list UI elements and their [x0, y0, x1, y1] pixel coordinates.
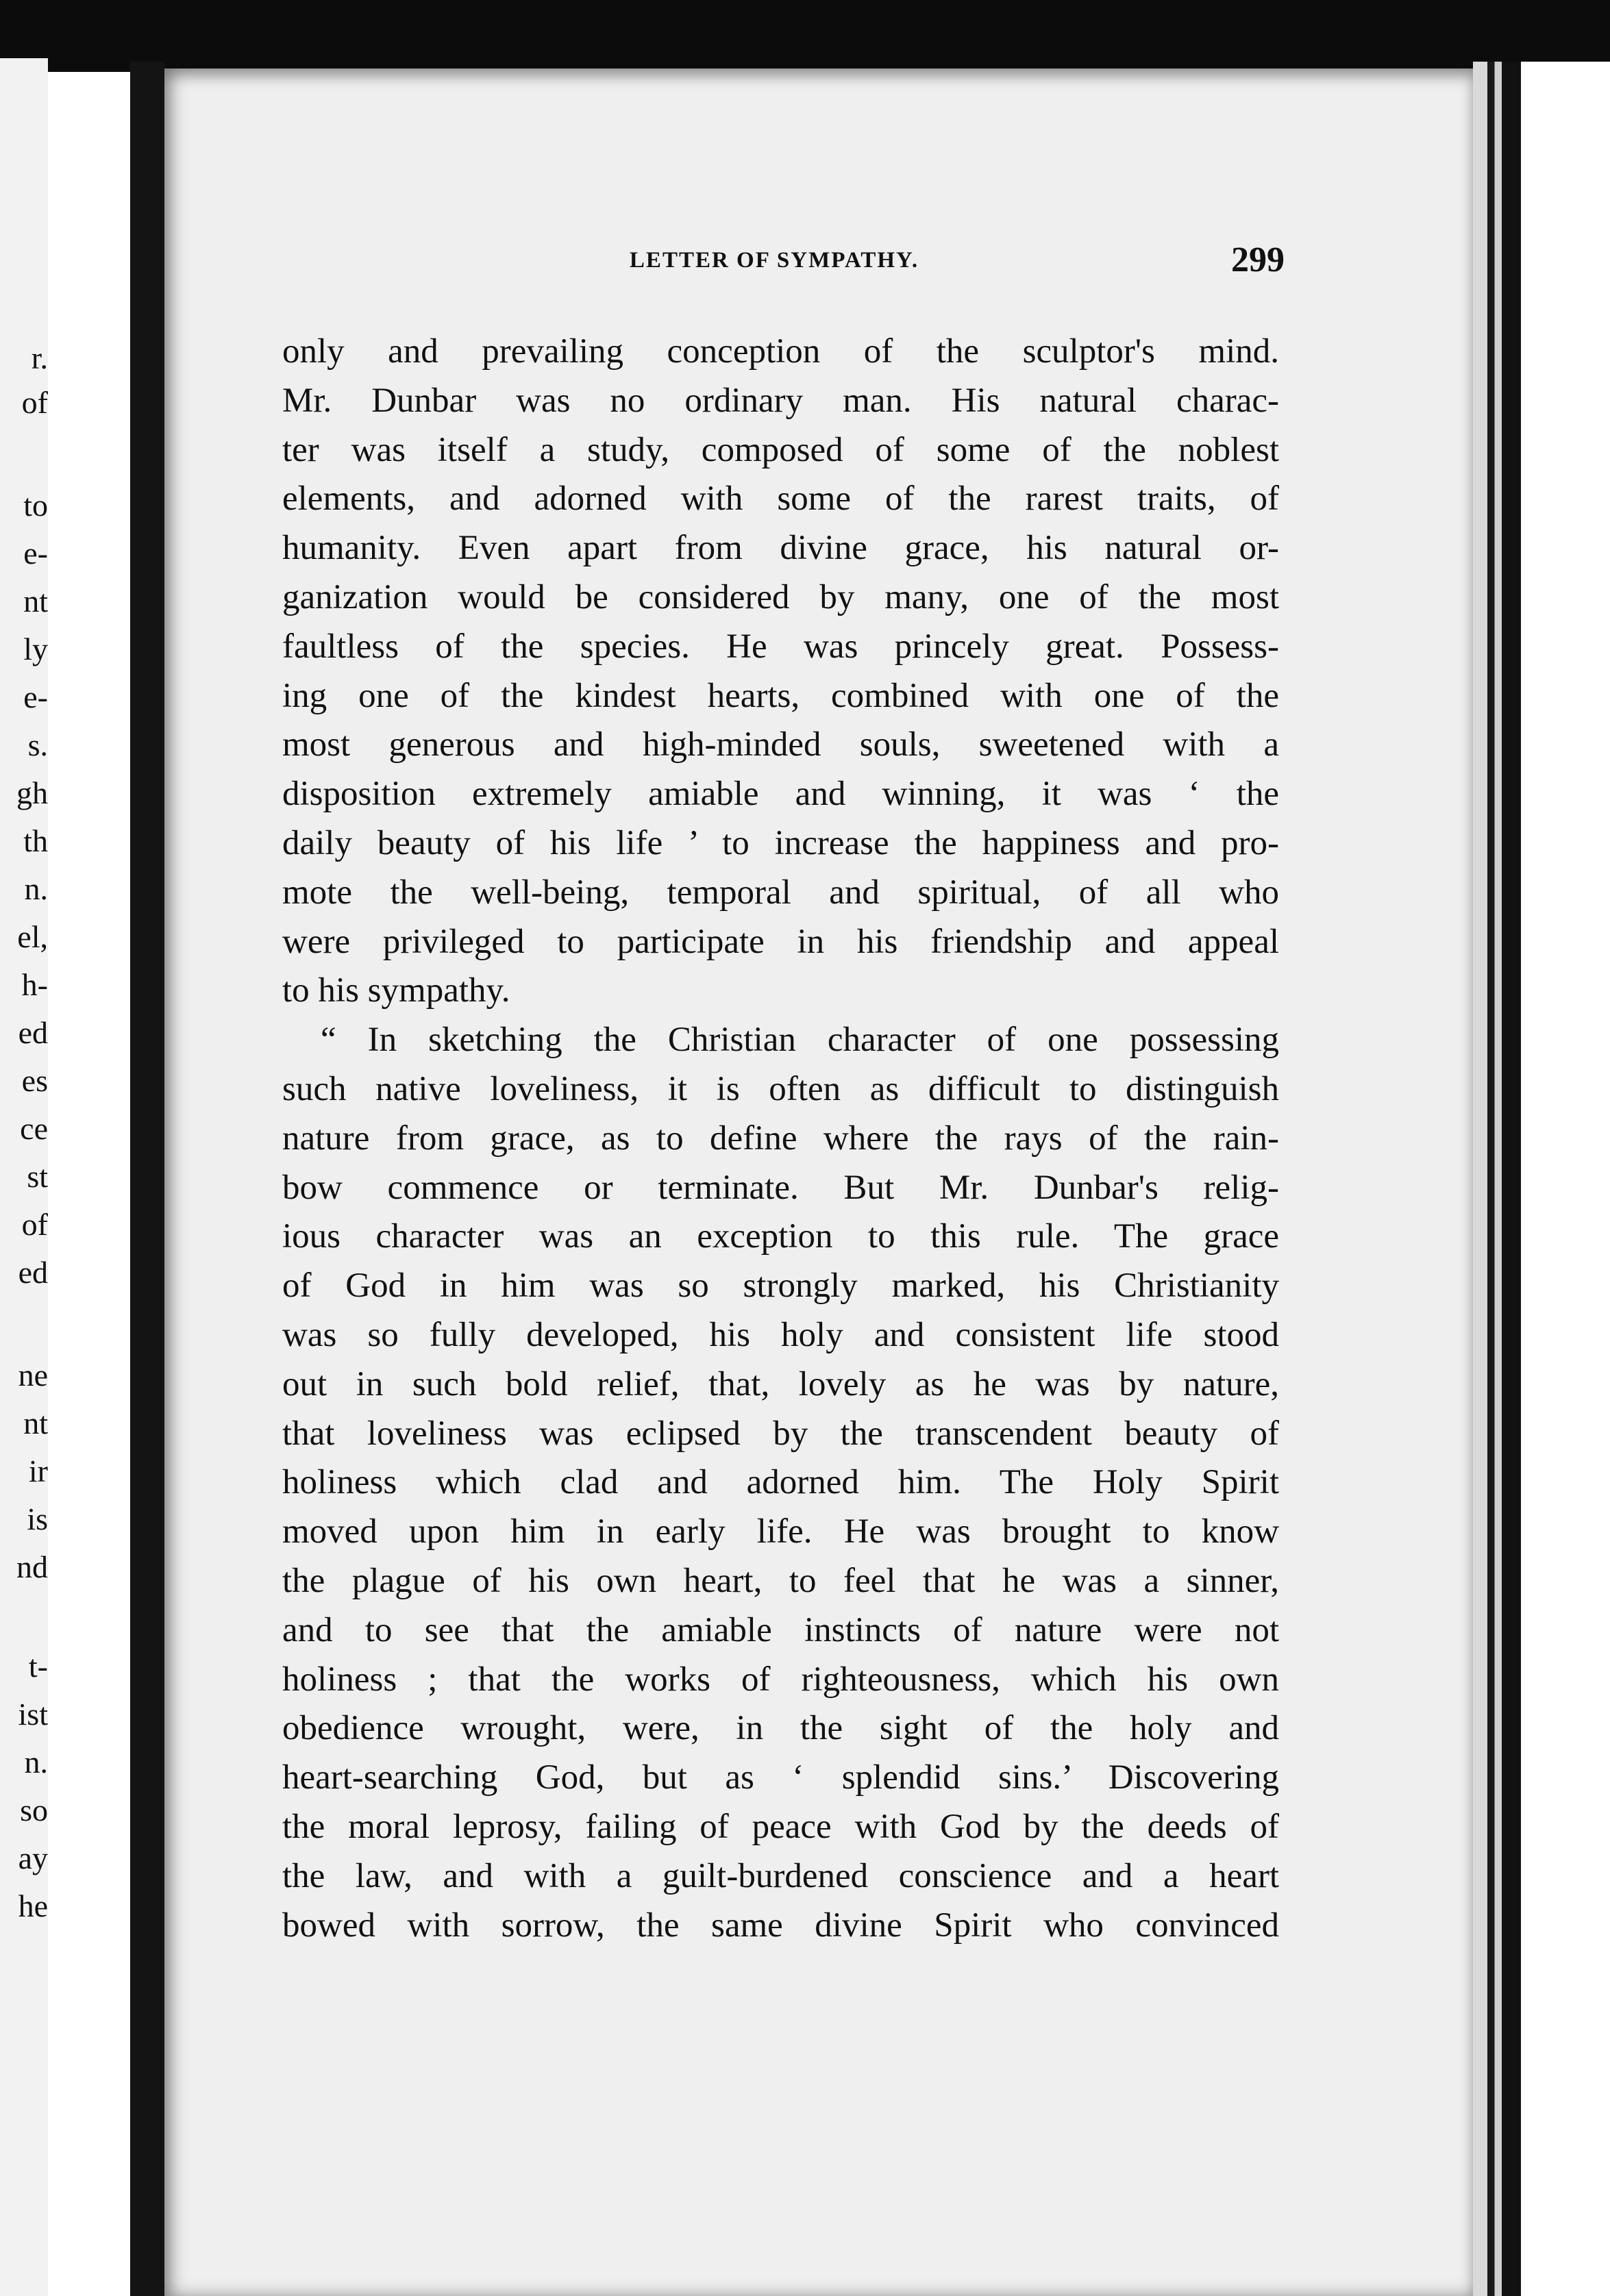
text-line: holiness which clad and adorned him. The Holy Spirit — [282, 1463, 1279, 1502]
text-line: disposition extremely amiable and winning, it was ‘ the — [282, 775, 1279, 814]
facing-page-fragment: ne — [18, 1358, 48, 1393]
facing-page-fragment: ist — [18, 1697, 48, 1732]
text-line: humanity. Even apart from divine grace, his natural or- — [282, 529, 1279, 568]
running-header: LETTER OF SYMPATHY. — [629, 248, 919, 273]
facing-page-fragment: es — [21, 1063, 48, 1098]
body-text — [282, 327, 1279, 1950]
scan-margin-right — [1521, 62, 1610, 2296]
text-line: out in such bold relief, that, lovely as he was by nature, — [282, 1364, 1279, 1403]
facing-page-fragment: to — [23, 488, 48, 523]
facing-page-fragment: e- — [23, 536, 48, 571]
facing-page-fragment: nt — [23, 1406, 48, 1440]
text-line: Mr. Dunbar was no ordinary man. His natural charac- — [282, 381, 1279, 420]
text-line: heart-searching God, but as ‘ splendid sins.’ Discovering — [282, 1758, 1279, 1797]
facing-page-fragment: ir — [28, 1453, 48, 1488]
facing-page-fragment: n. — [24, 871, 48, 906]
text-line: only and prevailing conception of the sculptor's mind. — [282, 332, 1279, 371]
text-line: such native loveliness, it is often as difficult to distinguish — [282, 1069, 1279, 1108]
facing-page-fragment: ay — [18, 1840, 48, 1875]
text-line: ing one of the kindest hearts, combined with one of the — [282, 676, 1279, 715]
page-edge-right — [1473, 62, 1521, 2296]
facing-page-fragment: h- — [21, 967, 48, 1002]
paragraph-start-line: “ In sketching the Christian character of one possessing — [321, 1021, 1279, 1060]
facing-page-fragment: ce — [20, 1111, 48, 1146]
text-line: daily beauty of his life ’ to increase the happiness and pro- — [282, 823, 1279, 862]
text-line: of God in him was so strongly marked, his Christianity — [282, 1266, 1279, 1306]
text-line: mote the well-being, temporal and spiritual, of all who — [282, 873, 1279, 912]
facing-page-fragment: th — [23, 823, 48, 858]
text-line: obedience wrought, were, in the sight of the holy and — [282, 1709, 1279, 1748]
text-line: moved upon him in early life. He was brought to know — [282, 1512, 1279, 1551]
text-line: ter was itself a study, composed of some of the noblest — [282, 430, 1279, 469]
page-number: 299 — [1231, 240, 1285, 279]
facing-page-fragment: r. — [31, 340, 48, 375]
text-line: nature from grace, as to define where the rays of the rain- — [282, 1119, 1279, 1158]
facing-page-fragment: nd — [16, 1549, 48, 1584]
text-line: bowed with sorrow, the same divine Spirit who convinced — [282, 1906, 1279, 1945]
facing-page-fragment: nt — [23, 584, 48, 619]
text-line: faultless of the species. He was princely great. Possess- — [282, 627, 1279, 666]
facing-page-fragment: of — [21, 1207, 48, 1242]
facing-page-fragment: ly — [23, 632, 48, 666]
facing-page-fragment: el, — [17, 919, 48, 954]
text-line: ious character was an exception to this rule. The grace — [282, 1217, 1279, 1256]
text-line: the moral leprosy, failing of peace with God by the deeds of — [282, 1807, 1279, 1846]
book-gutter — [130, 62, 164, 2296]
facing-page-fragment: n. — [24, 1745, 48, 1780]
text-line: holiness ; that the works of righteousness, which his own — [282, 1660, 1279, 1699]
facing-page-fragment: of — [21, 385, 48, 420]
text-line: ganization would be considered by many, one of the most — [282, 577, 1279, 616]
facing-page-fragment: e- — [23, 679, 48, 714]
facing-page-fragment: ed — [18, 1015, 48, 1050]
facing-page-fragment: he — [18, 1888, 48, 1923]
text-line: most generous and high-minded souls, sweetened with a — [282, 725, 1279, 764]
text-line: the plague of his own heart, to feel that he was a sinner, — [282, 1561, 1279, 1600]
facing-page-fragment: gh — [16, 775, 48, 810]
facing-page-fragment: so — [20, 1793, 48, 1827]
text-line: bow commence or terminate. But Mr. Dunbar's relig- — [282, 1168, 1279, 1207]
text-line: that loveliness was eclipsed by the transcendent beauty of — [282, 1414, 1279, 1453]
facing-page-fragment: t- — [28, 1649, 48, 1684]
text-line: elements, and adorned with some of the rarest traits, of — [282, 479, 1279, 519]
facing-page-fragment: is — [27, 1501, 48, 1536]
text-line: were privileged to participate in his friendship and appeal — [282, 922, 1279, 961]
facing-page-fragment: s. — [27, 727, 48, 762]
text-line: the law, and with a guilt-burdened conscience and a heart — [282, 1856, 1279, 1895]
scan-top-shadow — [0, 0, 1610, 72]
facing-page-fragment: st — [27, 1159, 48, 1194]
facing-page-fragment: ed — [18, 1255, 48, 1290]
text-line: and to see that the amiable instincts of nature were not — [282, 1610, 1279, 1649]
facing-page-text — [0, 0, 48, 2296]
paragraph-end-line: to his sympathy. — [282, 971, 510, 1010]
text-line: was so fully developed, his holy and consistent life stood — [282, 1315, 1279, 1354]
